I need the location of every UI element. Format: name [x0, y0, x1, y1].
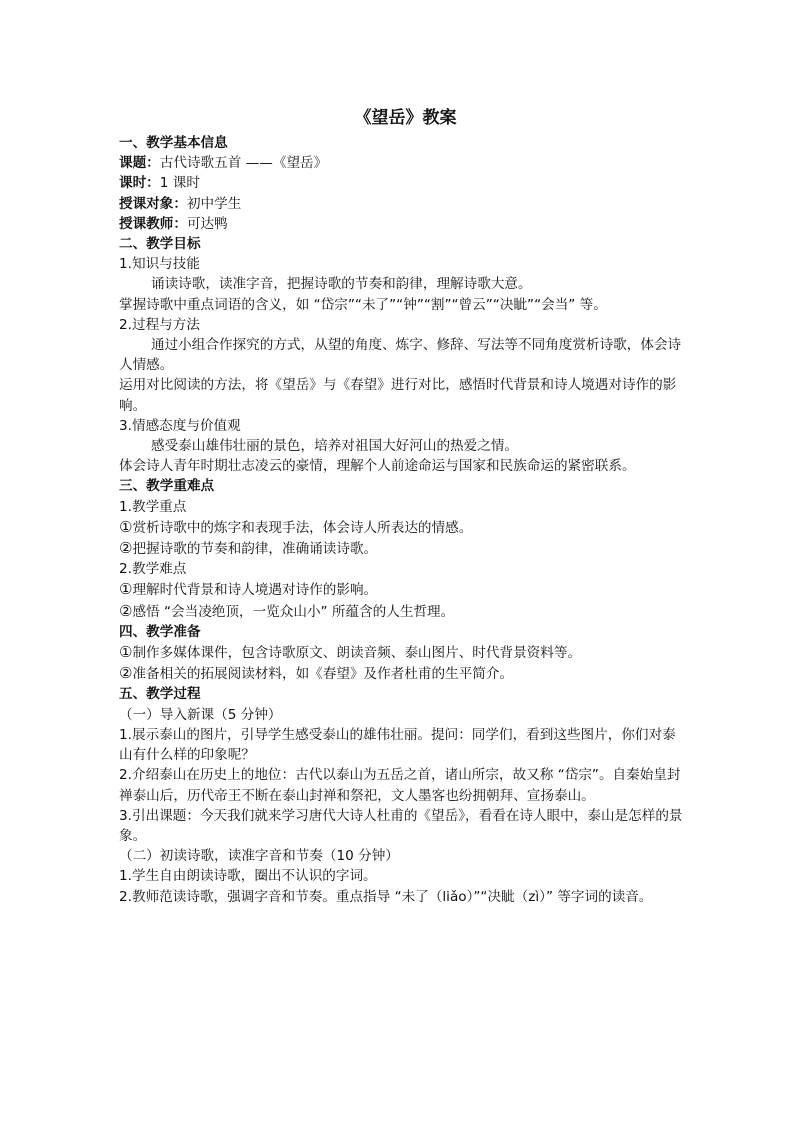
key-point-1-marker: ①	[119, 517, 133, 536]
process-intro-step-1: 1.展示泰山的图片，引导学生感受泰山的雄伟壮丽。提问：同学们，看到这些图片，你们对泰山有什么样的印象呢？	[119, 726, 676, 764]
difficult-points-title: 2.教学难点	[119, 561, 187, 578]
goal-3-paragraph-1: 感受泰山雄伟壮丽的景色，培养对祖国大好河山的热爱之情。	[151, 438, 519, 455]
preparation-item-2-text: 准备相关的拓展阅读材料，如《春望》及作者杜甫的生平简介。	[132, 666, 514, 683]
difficult-point-1	[119, 579, 684, 600]
key-point-1	[119, 517, 684, 538]
section-heading-key-points: 三、教学重难点	[119, 478, 215, 495]
info-topic	[119, 153, 684, 173]
goal-2-paragraph-2: 运用对比阅读的方法，将《望岳》与《春望》进行对比，感悟时代背景和诗人境遇对诗作的影响。	[119, 377, 677, 414]
info-topic-value: 古代诗歌五首 ——《望岳》	[159, 155, 328, 172]
goal-3-title: 3.情感态度与价值观	[119, 417, 241, 434]
process-reading-step-1: 1.学生自由朗读诗歌，圈出不认识的字词。	[119, 868, 377, 885]
info-teacher-value: 可达鸭	[186, 215, 228, 232]
info-audience-value: 初中学生	[186, 195, 242, 212]
difficult-point-2-marker: ②	[119, 601, 133, 620]
document-title: 《望岳》教案	[354, 108, 457, 128]
goal-2-paragraph-1-text: 通过小组合作探究的方式，从望的角度、炼字、修辞、写法等不同角度赏析诗歌，体会诗人情感。	[119, 337, 682, 374]
info-hours-value: 1 课时	[159, 175, 200, 192]
process-intro-step-3: 3.引出课题：今天我们就来学习唐代大诗人杜甫的《望岳》，看看在诗人眼中，泰山是怎样的景象。	[119, 807, 683, 844]
goal-3-paragraph-2: 体会诗人青年时期壮志凌云的豪情，理解个人前途命运与国家和民族命运的紧密联系。	[119, 458, 636, 475]
goal-1-title: 1.知识与技能	[119, 256, 200, 273]
key-point-2-text: 把握诗歌的节奏和韵律，准确诵读诗歌。	[132, 541, 378, 558]
preparation-item-2	[119, 663, 684, 684]
info-hours	[119, 173, 684, 193]
key-point-2	[119, 538, 684, 559]
key-points-title: 1.教学重点	[119, 498, 187, 515]
process-subsection-reading: （二）初读诗歌，读准字音和节奏（10 分钟）	[119, 848, 399, 865]
info-audience-label: 授课对象：	[119, 195, 187, 212]
goal-1-paragraph-2: 掌握诗歌中重点词语的含义，如 “岱宗”“未了”“钟”“割”“曾云”“决眦”“会当” 等。	[119, 296, 607, 313]
section-heading-goals: 二、教学目标	[119, 236, 201, 253]
process-reading-step-2: 2.教师范读诗歌，强调字音和节奏。重点指导 “未了（liǎo）”“决眦（zì）” 等字词的读音。	[119, 888, 653, 905]
key-point-1-text: 赏析诗歌中的炼字和表现手法，体会诗人所表达的情感。	[132, 519, 473, 536]
info-hours-label: 课时：	[119, 175, 160, 192]
info-audience	[119, 194, 684, 214]
goal-1-paragraph-1: 诵读诗歌，读准字音，把握诗歌的节奏和韵律，理解诗歌大意。	[151, 276, 532, 293]
section-heading-process: 五、教学过程	[119, 686, 201, 703]
info-teacher	[119, 214, 684, 234]
difficult-point-2-text: 感悟 “会当凌绝顶，一览众山小” 所蕴含的人生哲理。	[132, 603, 455, 620]
info-teacher-label: 授课教师：	[119, 215, 187, 232]
preparation-item-1-marker: ①	[119, 643, 133, 662]
preparation-item-1-text: 制作多媒体课件，包含诗歌原文、朗读音频、泰山图片、时代背景资料等。	[132, 645, 582, 662]
preparation-item-2-marker: ②	[119, 664, 133, 683]
goal-2-paragraph-1	[119, 335, 684, 375]
difficult-point-2	[119, 601, 684, 622]
process-intro-step-2: 2.介绍泰山在历史上的地位：古代以泰山为五岳之首，诸山所宗，故又称 “岱宗”。自秦始皇封禅泰山后，历代帝王不断在泰山封禅和祭祀，文人墨客也纷拥朝拜、宣扬泰山。	[119, 767, 681, 804]
process-subsection-intro: （一）导入新课（5 分钟）	[119, 706, 282, 723]
key-point-2-marker: ②	[119, 539, 133, 558]
section-heading-preparation: 四、教学准备	[119, 623, 201, 640]
section-heading-basic-info: 一、教学基本信息	[119, 135, 228, 151]
document-page	[119, 105, 684, 907]
info-topic-label: 课题：	[119, 155, 160, 172]
preparation-item-1	[119, 642, 684, 663]
difficult-point-1-text: 理解时代背景和诗人境遇对诗作的影响。	[132, 582, 378, 599]
goal-2-title: 2.过程与方法	[119, 316, 200, 333]
difficult-point-1-marker: ①	[119, 580, 133, 599]
